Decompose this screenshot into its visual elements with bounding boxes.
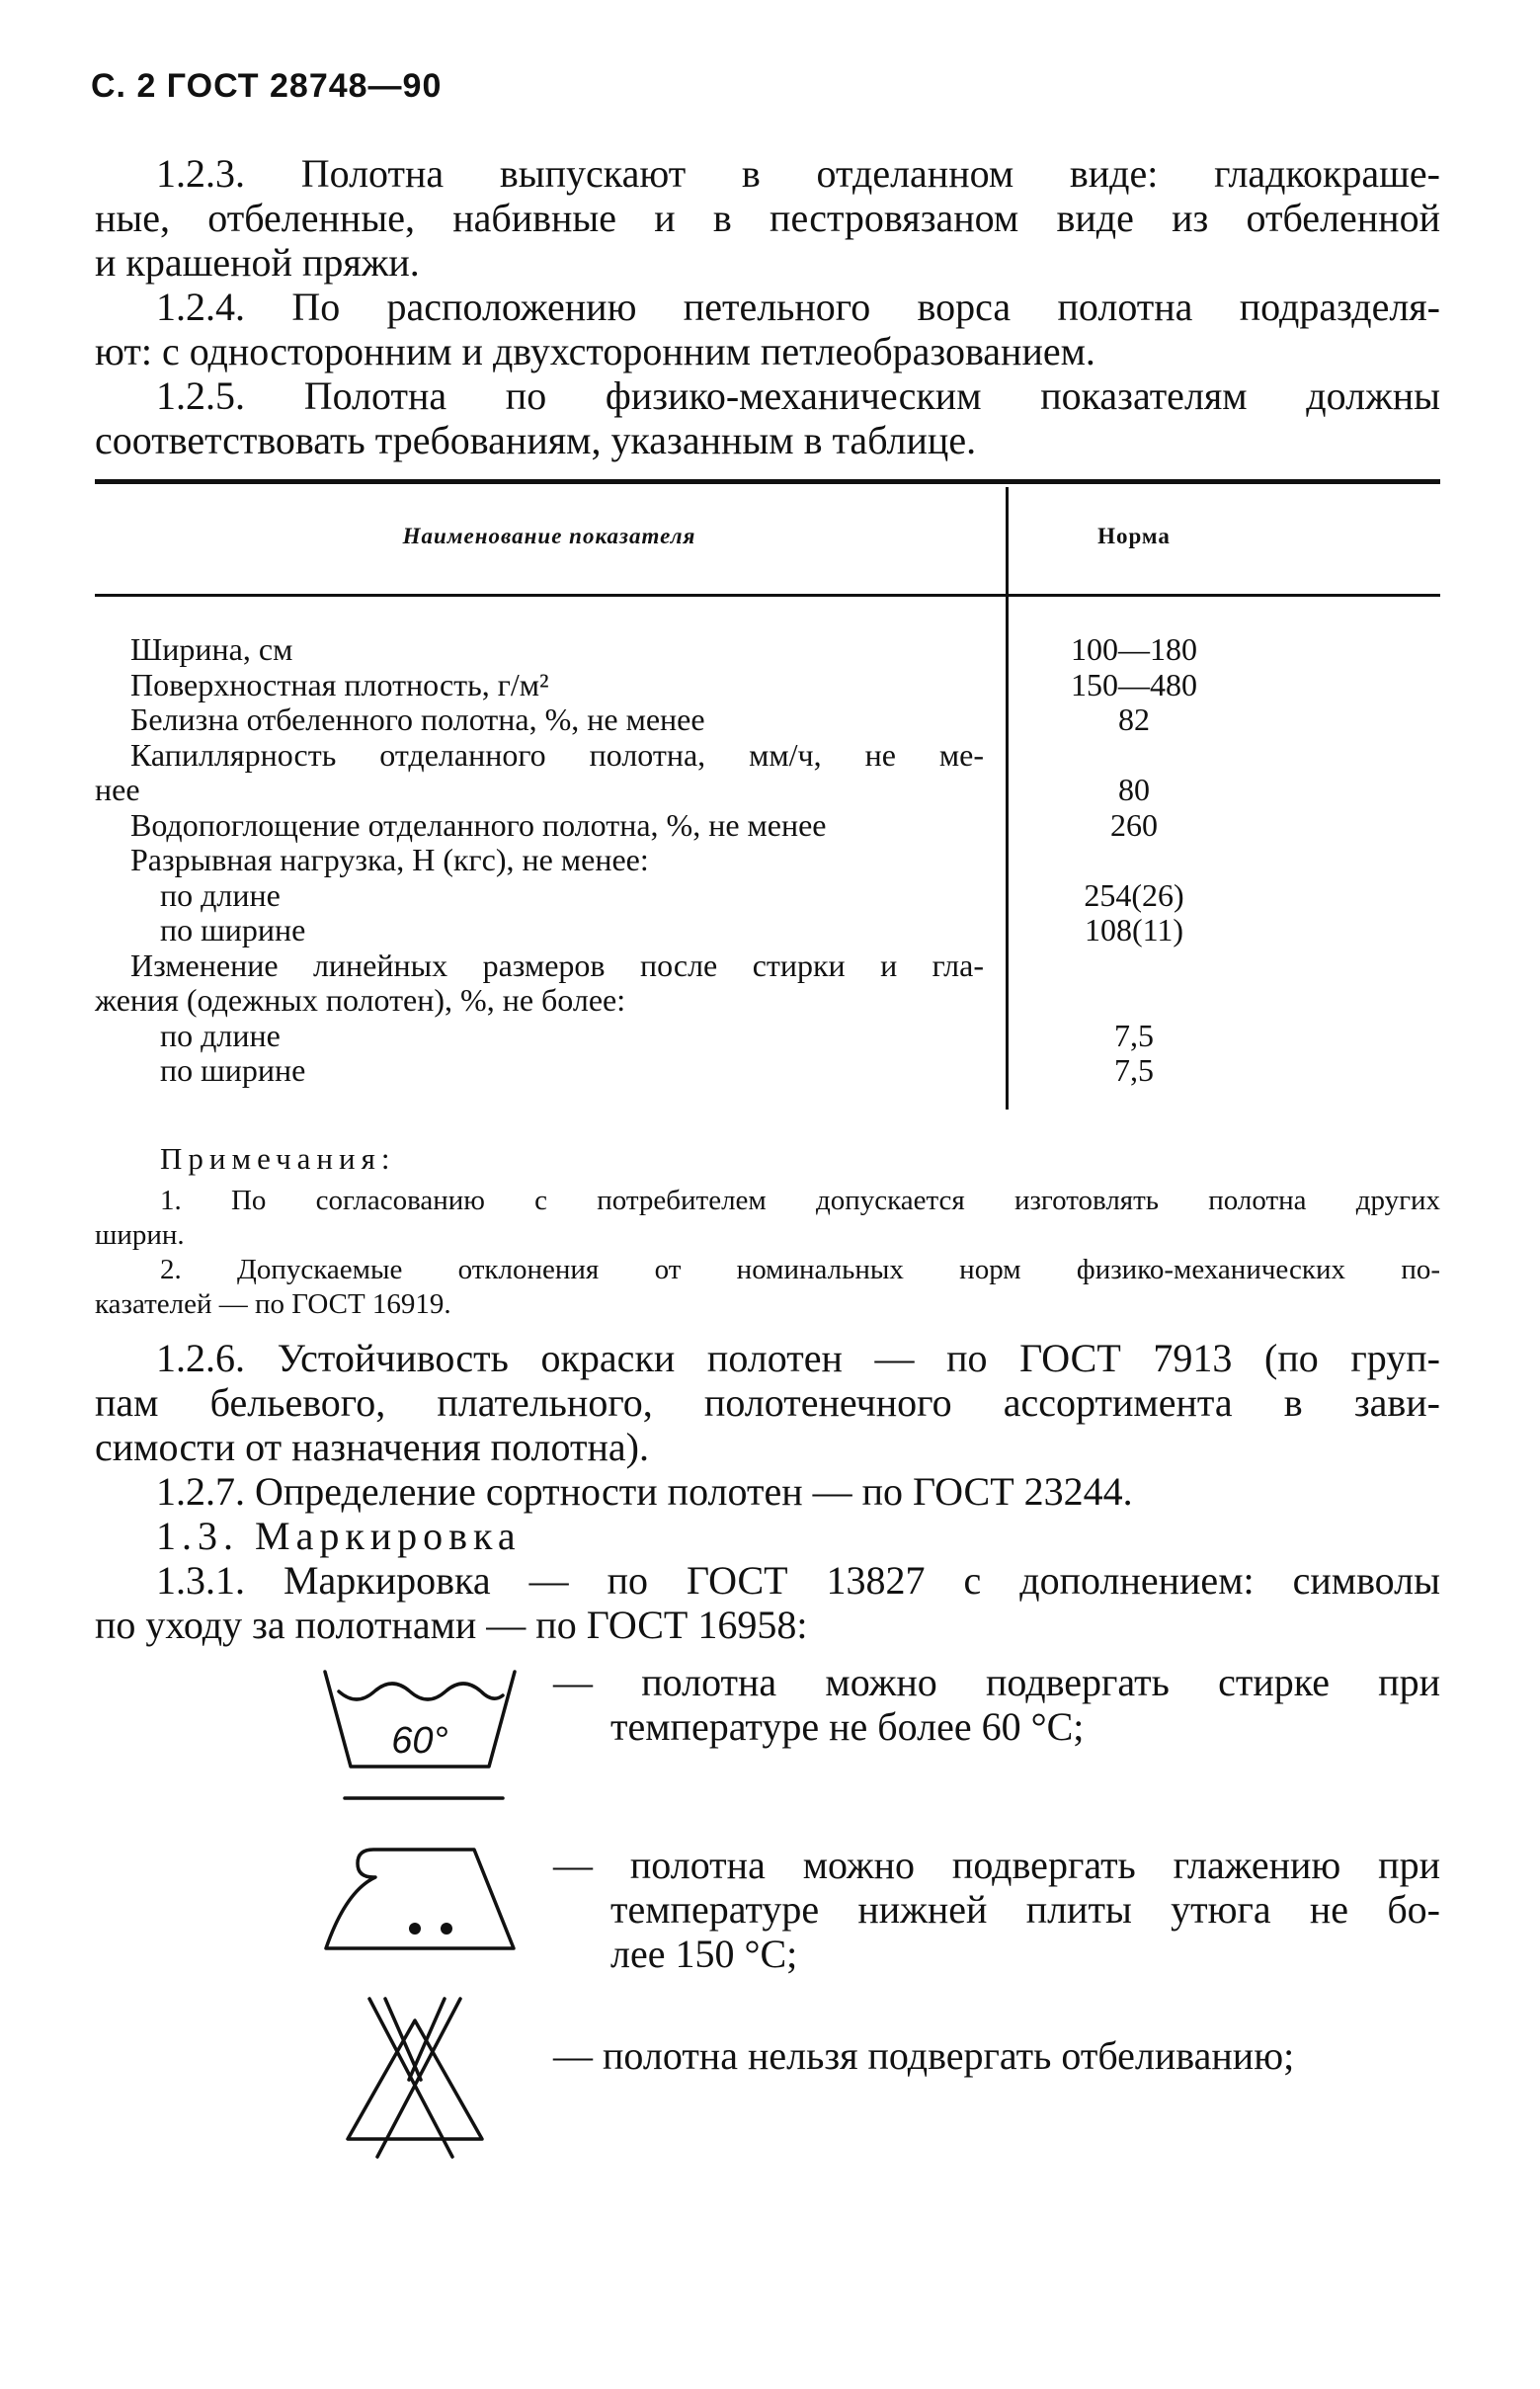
table-header-rule [95, 594, 1440, 597]
table-top-rule [95, 479, 1440, 484]
table-header-name: Наименование показателя [402, 524, 696, 548]
table-cell: жения (одежных полотен), %, не более: [95, 982, 626, 1018]
table-cell: по ширине [160, 912, 306, 947]
text-line: по уходу за полотнами — по ГОСТ 16958: [95, 1603, 808, 1647]
table-column-divider [1006, 487, 1009, 1110]
table-cell: 108(11) [1084, 912, 1184, 947]
text-line: — полотна можно подвергать глажению при [553, 1843, 1440, 1887]
table-cell: Белизна отбеленного полотна, %, не менее [130, 701, 705, 737]
wash-temperature-label: 60° [391, 1720, 448, 1762]
paragraph-1-2-3 [95, 151, 1440, 285]
table-cell: 150—480 [1071, 666, 1197, 702]
text-line: и крашеной пряжи. [95, 240, 420, 285]
table-cell: 80 [1118, 772, 1150, 807]
iron-description [553, 1843, 1440, 1976]
table-norm-column [1011, 632, 1257, 1089]
table-cell: по длине [160, 876, 281, 913]
page-header: С. 2 ГОСТ 28748—90 [91, 67, 443, 105]
bleach-description [553, 2033, 1440, 2078]
section-title: 1.3. Маркировка [156, 1514, 522, 1558]
table-cell [1011, 983, 1257, 1019]
table-cell: Ширина, см [130, 631, 293, 667]
table-cell: 100—180 [1071, 631, 1197, 667]
table-cell: Изменение линейных размеров после стирки и гла- [130, 947, 984, 983]
table-cell: Поверхностная плотность, г/м² [130, 666, 549, 702]
paragraph-1-2-5 [95, 373, 1440, 462]
note-line: 2. Допускаемые отклонения от номинальных норм физико-механических по- [160, 1254, 1440, 1285]
text-line: ют: с односторонним и двухсторонним петлеобразованием. [95, 329, 1095, 373]
table-cell [1011, 738, 1257, 774]
wash-60-icon [321, 1652, 528, 1810]
table-cell [1011, 843, 1257, 878]
paragraph-1-2-6 [95, 1336, 1440, 1469]
iron-two-dots-icon [316, 1840, 524, 1958]
table-cell [1011, 948, 1257, 984]
paragraph-1-3-1 [95, 1558, 1440, 1647]
table-cell: Водопоглощение отделанного полотна, %, не менее [130, 806, 827, 843]
note-line: 1. По согласованию с потребителем допускается изготовлять полотна других [160, 1185, 1440, 1216]
table-cell: Капиллярность отделанного полотна, мм/ч, не ме- [130, 736, 984, 773]
text-line: ные, отбеленные, набивные и в пестровязаном виде из отбеленной [95, 196, 1440, 240]
text-line: лее 150 °С; [610, 1932, 798, 1976]
note-line: ширин. [95, 1219, 185, 1251]
text-line: — полотна можно подвергать стирке при [553, 1660, 1440, 1704]
table-cell: 82 [1118, 701, 1150, 737]
text-line: соответствовать требованиям, указанным в таблице. [95, 418, 977, 462]
text-line: 1.3.1. Маркировка — по ГОСТ 13827 с дополнением: символы [156, 1558, 1440, 1603]
table-name-column [95, 632, 984, 1089]
text-line: 1.2.3. Полотна выпускают в отделанном виде: гладкокраше- [156, 151, 1440, 196]
table-cell: 7,5 [1114, 1017, 1154, 1053]
text-line: симости от назначения полотна). [95, 1425, 649, 1469]
table-cell: по длине [160, 1017, 281, 1053]
text-line: 1.2.6. Устойчивость окраски полотен — по ГОСТ 7913 (по груп- [156, 1336, 1440, 1380]
text-line: 1.2.4. По расположению петельного ворса полотна подразделя- [156, 285, 1440, 329]
table-header-norm: Норма [1097, 524, 1171, 548]
notes-title: Примечания: [160, 1141, 396, 1176]
table-cell: по ширине [160, 1052, 306, 1088]
text-line: пам бельевого, плательного, полотенечного ассортимента в зави- [95, 1380, 1440, 1425]
text-line: — полотна нельзя подвергать отбеливанию; [553, 2033, 1295, 2078]
section-heading-1-3 [95, 1514, 1440, 1558]
text-line: температуре нижней плиты утюга не бо- [610, 1887, 1440, 1932]
table-cell: 7,5 [1114, 1052, 1154, 1088]
text-line: 1.2.7. Определение сортности полотен — по ГОСТ 23244. [156, 1469, 1133, 1514]
text-line: 1.2.5. Полотна по физико-механическим показателям должны [156, 373, 1440, 418]
table-cell: 254(26) [1084, 876, 1184, 913]
table-cell: 260 [1110, 806, 1158, 843]
text-line: температуре не более 60 °С; [610, 1704, 1085, 1749]
table-notes [95, 1141, 1440, 1322]
no-bleach-icon [336, 1991, 494, 2159]
wash-description [553, 1660, 1440, 1749]
table-cell: нее [95, 772, 140, 807]
note-line: казателей — по ГОСТ 16919. [95, 1288, 451, 1320]
paragraph-1-2-7 [95, 1469, 1440, 1514]
table-cell: Разрывная нагрузка, Н (кгс), не менее: [130, 842, 649, 877]
paragraph-1-2-4 [95, 285, 1440, 373]
